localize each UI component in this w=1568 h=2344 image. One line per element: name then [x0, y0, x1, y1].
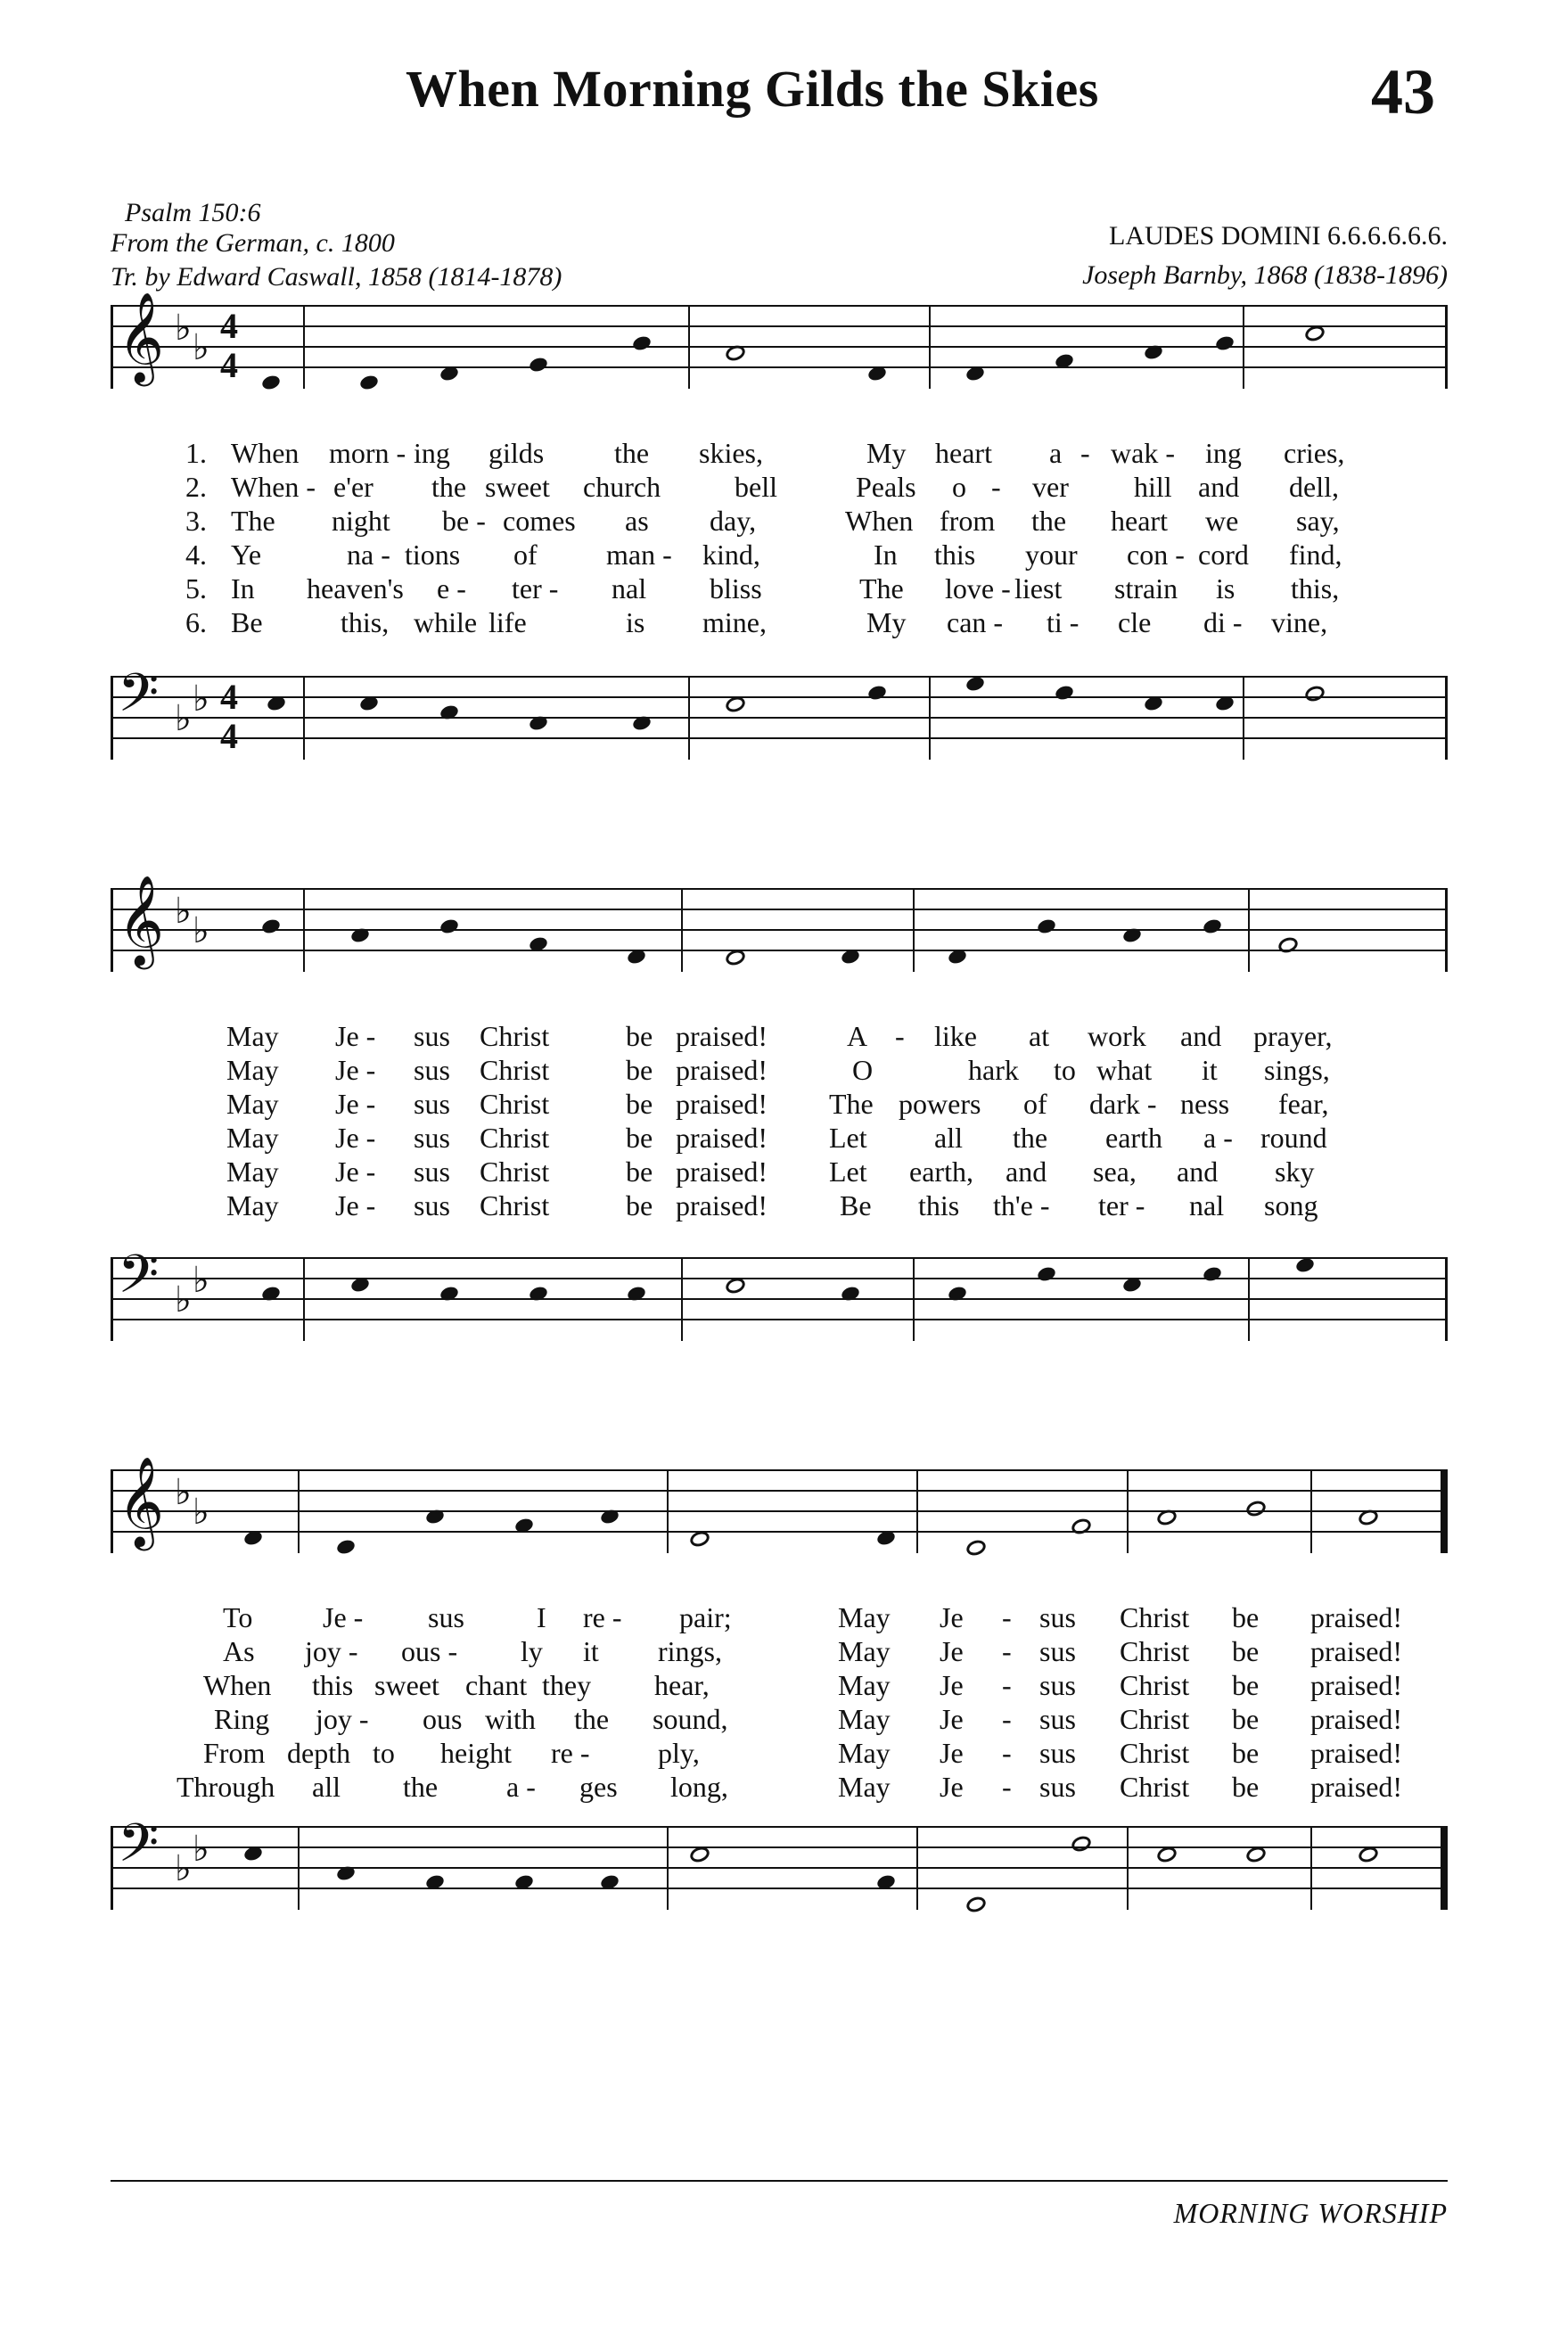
note-head	[1214, 334, 1236, 352]
barline	[303, 305, 305, 389]
note-head	[688, 1845, 711, 1865]
barline	[916, 1826, 918, 1910]
verse-line-3: 3. The night be - comes as day, When from the heart we say,	[185, 505, 1340, 537]
note-head	[528, 935, 549, 953]
note-head	[1070, 1834, 1093, 1855]
note-head	[335, 1864, 357, 1882]
note-head	[840, 948, 861, 966]
note-head	[513, 1517, 535, 1534]
note-head	[1054, 684, 1075, 702]
note-head	[866, 684, 888, 702]
note-head	[439, 1285, 460, 1303]
barline	[667, 1826, 669, 1910]
note-head	[260, 917, 282, 935]
barline	[688, 305, 690, 389]
note-head	[528, 356, 549, 374]
barline	[1248, 888, 1250, 972]
note-head	[528, 714, 549, 732]
barline	[1248, 1257, 1250, 1341]
note-head	[1244, 1499, 1268, 1519]
barline	[303, 1257, 305, 1341]
note-head	[599, 1873, 620, 1891]
note-head	[260, 1285, 282, 1303]
verse-line-3: When this sweet chant they hear, May Je - sus Christ be praised!	[203, 1669, 1403, 1701]
note-head	[1277, 935, 1300, 956]
note-head	[1202, 1265, 1223, 1283]
note-head	[242, 1529, 264, 1547]
note-head	[513, 1873, 535, 1891]
final-barline	[1441, 1469, 1448, 1553]
note-head	[866, 365, 888, 382]
verse-line-5: May Je - sus Christ be praised! Let earth, and sea, and sky	[226, 1156, 1315, 1188]
note-head	[349, 926, 371, 944]
note-head	[1357, 1845, 1380, 1865]
note-head	[439, 365, 460, 382]
verse-line-1: 1. When morn - ing gilds the skies, My heart a - wak - ing cries,	[185, 437, 1345, 469]
note-head	[724, 343, 747, 364]
note-head	[1121, 1276, 1143, 1294]
note-head	[1036, 1265, 1057, 1283]
bass-clef-icon: 𝄢	[118, 1812, 160, 1887]
hymn-number: 43	[1371, 56, 1435, 127]
note-head	[875, 1529, 897, 1547]
note-head	[631, 334, 653, 352]
barline	[681, 888, 683, 972]
verse-line-6: Through all the a - ges long, May Je - sus Christ be praised!	[177, 1771, 1403, 1803]
key-signature-flat-icon: ♭	[193, 910, 209, 951]
barline	[681, 1257, 683, 1341]
verse-line-6: 6. Be this, while life is mine, My can - ti - cle di - vine,	[185, 606, 1328, 638]
note-head	[1303, 684, 1326, 704]
note-head	[724, 1276, 747, 1296]
barline	[1243, 305, 1244, 389]
section-category: MORNING WORSHIP	[1173, 2197, 1448, 2229]
verse-line-1: May Je - sus Christ be praised! A - like at work and prayer,	[226, 1020, 1333, 1052]
note-head	[1294, 1256, 1316, 1274]
note-head	[875, 1873, 897, 1891]
final-barline	[1441, 1826, 1448, 1910]
note-head	[1036, 917, 1057, 935]
note-head	[439, 703, 460, 721]
key-signature-flat-icon: ♭	[193, 679, 209, 720]
key-signature-flat-icon: ♭	[175, 698, 192, 739]
verse-line-4: 4. Ye na - tions of man - kind, In this your con - cord find,	[185, 539, 1342, 571]
note-head	[631, 714, 653, 732]
note-head	[335, 1538, 357, 1556]
barline	[1127, 1826, 1129, 1910]
note-head	[1143, 343, 1164, 361]
barline	[913, 1257, 915, 1341]
note-head	[424, 1873, 446, 1891]
barline	[298, 1469, 300, 1553]
note-head	[358, 374, 380, 391]
treble-clef-icon: 𝄞	[118, 874, 165, 966]
barline	[303, 676, 305, 760]
treble-clef-icon: 𝄞	[118, 1455, 165, 1547]
key-signature-flat-icon: ♭	[175, 1472, 192, 1513]
barline	[1310, 1469, 1312, 1553]
note-head	[965, 675, 986, 693]
barline	[1243, 676, 1244, 760]
note-head	[947, 948, 968, 966]
verse-line-6: May Je - sus Christ be praised! Be this th'e - ter - nal song	[226, 1189, 1318, 1221]
composer-credit: Joseph Barnby, 1868 (1838-1896)	[1082, 260, 1448, 290]
note-head	[1121, 926, 1143, 944]
note-head	[1202, 917, 1223, 935]
note-head	[965, 1895, 988, 1915]
note-head	[947, 1285, 968, 1303]
verse-line-4: May Je - sus Christ be praised! Let all the earth a - round	[226, 1122, 1327, 1154]
barline	[298, 1826, 300, 1910]
barline	[929, 305, 931, 389]
key-signature-flat-icon: ♭	[193, 1829, 209, 1870]
translator-credit: Tr. by Edward Caswall, 1858 (1814-1878)	[111, 262, 562, 292]
treble-staff	[111, 874, 1448, 970]
note-head	[1155, 1508, 1178, 1528]
verse-line-5: From depth to height re - ply, May Je - sus Christ be praised!	[203, 1737, 1403, 1769]
treble-clef-icon: 𝄞	[118, 291, 165, 382]
verse-line-1: To Je - sus I re - pair; May Je - sus Christ be praised!	[223, 1601, 1403, 1633]
barline	[303, 888, 305, 972]
key-signature-flat-icon: ♭	[193, 1260, 209, 1301]
bass-staff	[111, 1243, 1448, 1339]
note-head	[266, 695, 287, 712]
note-head	[599, 1508, 620, 1526]
key-signature-flat-icon: ♭	[175, 1848, 192, 1889]
note-head	[439, 917, 460, 935]
note-head	[260, 374, 282, 391]
barline	[1310, 1826, 1312, 1910]
note-head	[626, 1285, 647, 1303]
note-head	[1054, 352, 1075, 370]
note-head	[1244, 1845, 1268, 1865]
note-head	[965, 1538, 988, 1559]
note-head	[626, 948, 647, 966]
note-head	[1155, 1845, 1178, 1865]
tune-name: LAUDES DOMINI 6.6.6.6.6.6.	[1109, 221, 1448, 251]
verse-line-5: 5. In heaven's e - ter - nal bliss The love - liest strain is this,	[185, 572, 1340, 605]
note-head	[358, 695, 380, 712]
note-head	[1070, 1517, 1093, 1537]
barline	[913, 888, 915, 972]
time-signature: 4 4	[220, 306, 238, 385]
note-head	[424, 1508, 446, 1526]
note-head	[688, 1529, 711, 1550]
verse-line-2: 2. When - e'er the sweet church bell Peals o - ver hill and dell,	[185, 471, 1339, 503]
verse-line-3: May Je - sus Christ be praised! The powers of dark - ness fear,	[226, 1088, 1329, 1120]
hymn-title: When Morning Gilds the Skies	[406, 60, 1099, 118]
note-head	[528, 1285, 549, 1303]
barline	[688, 676, 690, 760]
bass-clef-icon: 𝄢	[118, 662, 160, 736]
bass-staff	[111, 662, 1448, 758]
verse-line-2: As joy - ous - ly it rings, May Je - sus Christ be praised!	[223, 1635, 1403, 1667]
verse-line-2: May Je - sus Christ be praised! O hark to what it sings,	[226, 1054, 1330, 1086]
text-source: From the German, c. 1800	[111, 228, 395, 258]
note-head	[1357, 1508, 1380, 1528]
key-signature-flat-icon: ♭	[193, 1492, 209, 1533]
barline	[916, 1469, 918, 1553]
barline	[667, 1469, 669, 1553]
barline	[1127, 1469, 1129, 1553]
footer-divider	[111, 2180, 1448, 2182]
treble-staff	[111, 1455, 1448, 1551]
treble-staff	[111, 291, 1448, 387]
note-head	[840, 1285, 861, 1303]
note-head	[965, 365, 986, 382]
scripture-reference: Psalm 150:6	[125, 198, 261, 227]
verse-line-4: Ring joy - ous with the sound, May Je - sus Christ be praised!	[214, 1703, 1403, 1735]
bass-clef-icon: 𝄢	[118, 1243, 160, 1318]
key-signature-flat-icon: ♭	[175, 1279, 192, 1320]
key-signature-flat-icon: ♭	[175, 308, 192, 349]
note-head	[242, 1845, 264, 1863]
time-signature: 4 4	[220, 677, 238, 756]
note-head	[724, 948, 747, 968]
key-signature-flat-icon: ♭	[193, 327, 209, 368]
note-head	[1143, 695, 1164, 712]
key-signature-flat-icon: ♭	[175, 891, 192, 932]
note-head	[349, 1276, 371, 1294]
note-head	[1214, 695, 1236, 712]
note-head	[1303, 324, 1326, 344]
barline	[929, 676, 931, 760]
note-head	[724, 695, 747, 715]
bass-staff	[111, 1812, 1448, 1908]
